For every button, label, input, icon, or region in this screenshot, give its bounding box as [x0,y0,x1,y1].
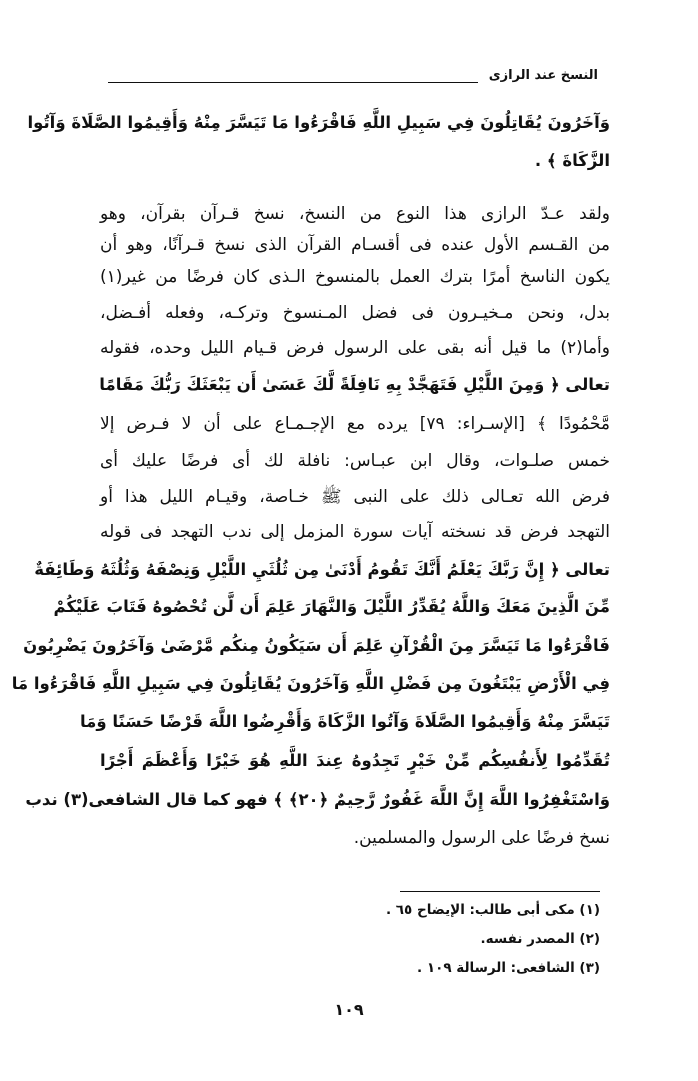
header-rule [108,82,478,83]
text-line: تُقَدِّمُوا لِأَنفُسِكُم مِّنْ خَيْرٍ تَجِدُوهُ عِندَ اللَّهِ هُوَ خَيْرًا وَأَعْظَمَ أَجْرًا [100,751,610,770]
text-line: تعالى ﴿ وَمِنَ اللَّيْلِ فَتَهَجَّدْ بِهِ نَافِلَةً لَّكَ عَسَىٰ أَن يَبْعَثَكَ رَبُّكَ مَقَامًا [99,375,610,394]
footnote: (١) مكى أبى طالب: الإيضاح ٦٥ . [385,902,600,918]
text-line: التهجد فرض قد نسخته آيات سورة المزمل إلى ندب التهجد فى قوله [100,522,610,542]
footnote: (٣) الشافعى: الرسالة ١٠٩ . [417,960,600,976]
text-line: نسخ فرضًا على الرسول والمسلمين. [353,828,610,848]
text-line: فَاقْرَءُوا مَا تَيَسَّرَ مِنَ الْقُرْآنِ عَلِمَ أَن سَيَكُونُ مِنكُم مَّرْضَىٰ وَآخَرُونَ يَضْرِبُونَ [23,636,610,655]
text-line: فِي الْأَرْضِ يَبْتَغُونَ مِن فَضْلِ اللَّهِ وَآخَرُونَ يُقَاتِلُونَ فِي سَبِيلِ اللَّهِ فَاقْرَءُوا مَا [11,674,610,693]
text-line: وَآخَرُونَ يُقَاتِلُونَ فِي سَبِيلِ اللَّهِ فَاقْرَءُوا مَا تَيَسَّرَ مِنْهُ وَأَقِيمُوا الصَّلَاةَ وَآتُوا [27,113,610,132]
text-line: بدل، ونحن مـخيـرون فى فضل المـنسوخ وتركـه، وفعله أفـضل، [100,303,610,323]
text-line: وَاسْتَغْفِرُوا اللَّهَ إِنَّ اللَّهَ غَفُورٌ رَّحِيمٌ ﴿٢٠﴾ ﴾ فهو كما قال الشافعى(٣) ندب [25,790,610,809]
running-header: النسخ عند الرازى [488,68,598,83]
text-line: ولقد عـدّ الرازى هذا النوع من النسخ، نسخ قـرآن بقرآن، وهو [100,204,610,224]
text-line: مَّحْمُودًا ﴾ [الإسـراء: ٧٩] يرده مع الإجـمـاع على أن لا فـرض إلا [100,414,610,434]
text-line: فرض الله تعـالى ذلك على النبى ﷺ خـاصة، وقيـام الليل هذا أو [100,487,610,507]
text-line: تعالى ﴿ إِنَّ رَبَّكَ يَعْلَمُ أَنَّكَ تَقُومُ أَدْنَىٰ مِن ثُلُثَيِ اللَّيْلِ وَنِصْفَهُ وَثُلُثَهُ وَطَائِفَةٌ [34,560,610,579]
text-line: يكون الناسخ أمرًا بترك العمل بالمنسوخ الـذى كان فرضًا من غير(١) [100,267,610,287]
footnote-rule [400,891,600,892]
text-line: وأما(٢) ما قيل أنه بقى على الرسول فرض قـيام الليل وحده، فقوله [100,338,610,358]
footnote: (٢) المصدر نفسه. [480,931,600,947]
page-number: ١٠٩ [334,1000,364,1019]
text-line: مِّنَ الَّذِينَ مَعَكَ وَاللَّهُ يُقَدِّرُ اللَّيْلَ وَالنَّهَارَ عَلِمَ أَن لَّن تُحْصُوهُ فَتَابَ عَلَيْكُمْ [53,597,610,616]
text-line: من القـسم الأول عنده فى أقسـام القرآن الذى نسخ قـرآنًا، وهو أن [100,235,610,255]
text-line: خمس صلـوات، وقال ابن عبـاس: نافلة لك أى فرضًا عليك أى [100,451,610,471]
text-line: تَيَسَّرَ مِنْهُ وَأَقِيمُوا الصَّلَاةَ وَآتُوا الزَّكَاةَ وَأَقْرِضُوا اللَّهَ قَرْضًا حَسَنًا وَمَا [79,712,610,731]
text-line: الزَّكَاةَ ﴾ . [534,151,610,170]
